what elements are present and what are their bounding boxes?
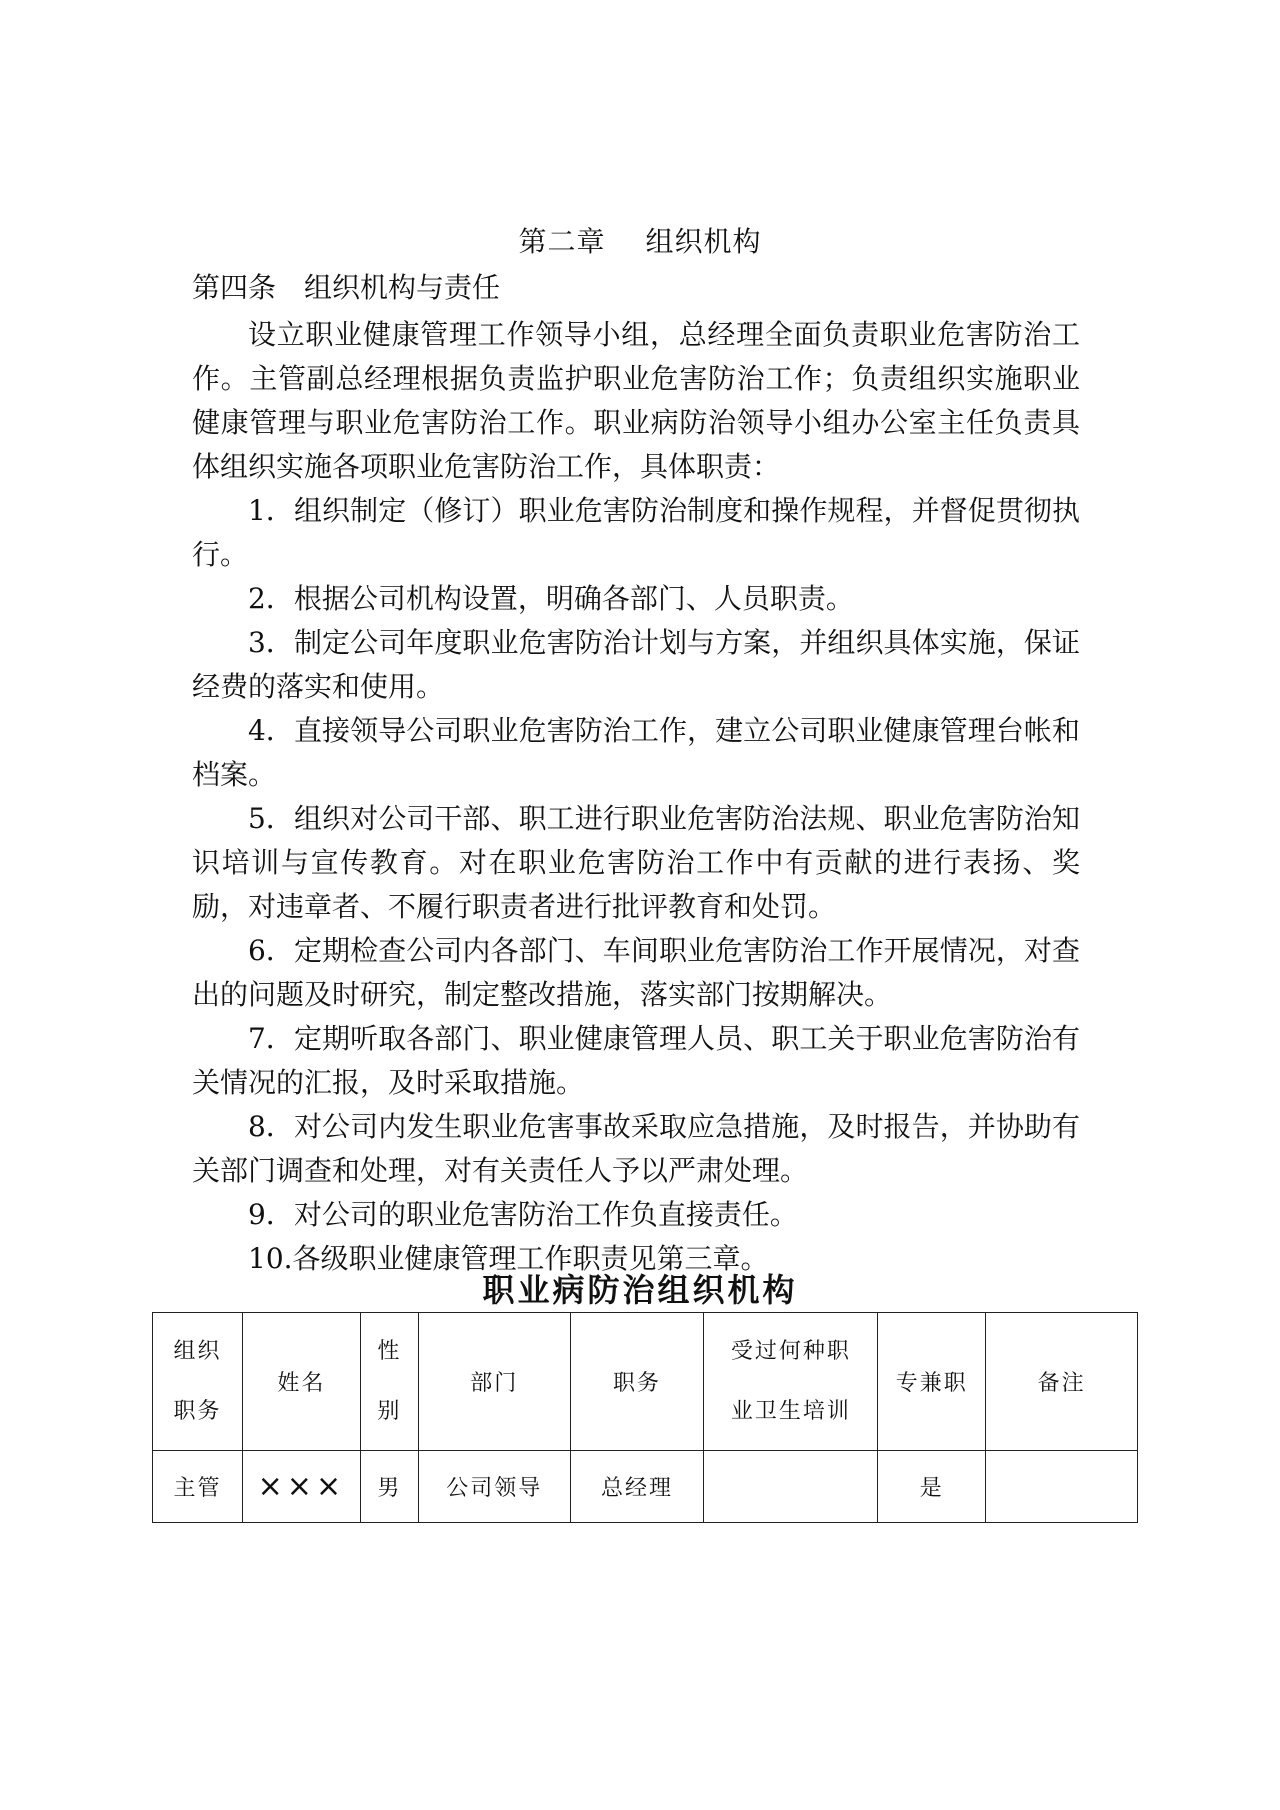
header-fulltime: 专兼职	[878, 1313, 986, 1451]
table-row	[153, 1451, 1138, 1523]
duty-item-2: 2．根据公司机构设置，明确各部门、人员职责。	[248, 582, 854, 615]
duty-item-6: 6．定期检查公司内各部门、车间职业危害防治工作开展情况，对查出的问题及时研究，制定整改措施，落实部门按期解决。	[192, 934, 1080, 1011]
duty-item-1: 1．组织制定（修订）职业危害防治制度和操作规程，并督促贯彻执行。	[192, 494, 1080, 571]
cell-position: 总经理	[570, 1451, 704, 1523]
header-position: 职务	[570, 1313, 704, 1451]
header-org-role: 组织 职务	[153, 1313, 243, 1451]
duty-item-3: 3．制定公司年度职业危害防治计划与方案，并组织具体实施，保证经费的落实和使用。	[192, 626, 1080, 703]
cell-fulltime: 是	[878, 1451, 986, 1523]
article-name: 组织机构与责任	[304, 271, 501, 304]
duty-item-10: 10.各级职业健康管理工作职责见第三章。	[248, 1242, 769, 1275]
cell-department: 公司领导	[418, 1451, 570, 1523]
table-title: 职业病防治组织机构	[482, 1271, 798, 1309]
table-header-row	[153, 1313, 1138, 1451]
org-structure-table	[152, 1312, 1138, 1523]
chapter-name: 组织机构	[645, 225, 762, 258]
intro-paragraph: 设立职业健康管理工作领导小组，总经理全面负责职业危害防治工作。主管副总经理根据负责监护职业危害防治工作；负责组织实施职业健康管理与职业危害防治工作。职业病防治领导小组办公室主任负责具体组织实施各项职业危害防治工作，具体职责：	[192, 318, 1080, 483]
cell-org-role: 主管	[153, 1451, 243, 1523]
cell-name: ×××	[242, 1451, 360, 1523]
header-remarks: 备注	[986, 1313, 1138, 1451]
duty-item-7: 7．定期听取各部门、职业健康管理人员、职工关于职业危害防治有关情况的汇报，及时采取措施。	[192, 1022, 1080, 1099]
cell-remarks	[986, 1451, 1138, 1523]
duty-item-4: 4．直接领导公司职业危害防治工作，建立公司职业健康管理台帐和档案。	[192, 714, 1080, 791]
cell-training	[704, 1451, 878, 1523]
duty-item-5: 5．组织对公司干部、职工进行职业危害防治法规、职业危害防治知识培训与宣传教育。对在职业危害防治工作中有贡献的进行表扬、奖励，对违章者、不履行职责者进行批评教育和处罚。	[192, 802, 1080, 923]
article-number: 第四条	[192, 271, 277, 304]
cell-gender: 男	[360, 1451, 418, 1523]
header-gender: 性 别	[360, 1313, 418, 1451]
duty-item-9: 9．对公司的职业危害防治工作负直接责任。	[248, 1198, 798, 1231]
article-heading	[192, 268, 500, 308]
duty-item-8: 8．对公司内发生职业危害事故采取应急措施，及时报告，并协助有关部门调查和处理，对有关责任人予以严肃处理。	[192, 1110, 1080, 1187]
chapter-title	[0, 222, 1280, 262]
header-training: 受过何种职 业卫生培训	[704, 1313, 878, 1451]
header-department: 部门	[418, 1313, 570, 1451]
header-name: 姓名	[242, 1313, 360, 1451]
chapter-number: 第二章	[518, 225, 606, 258]
